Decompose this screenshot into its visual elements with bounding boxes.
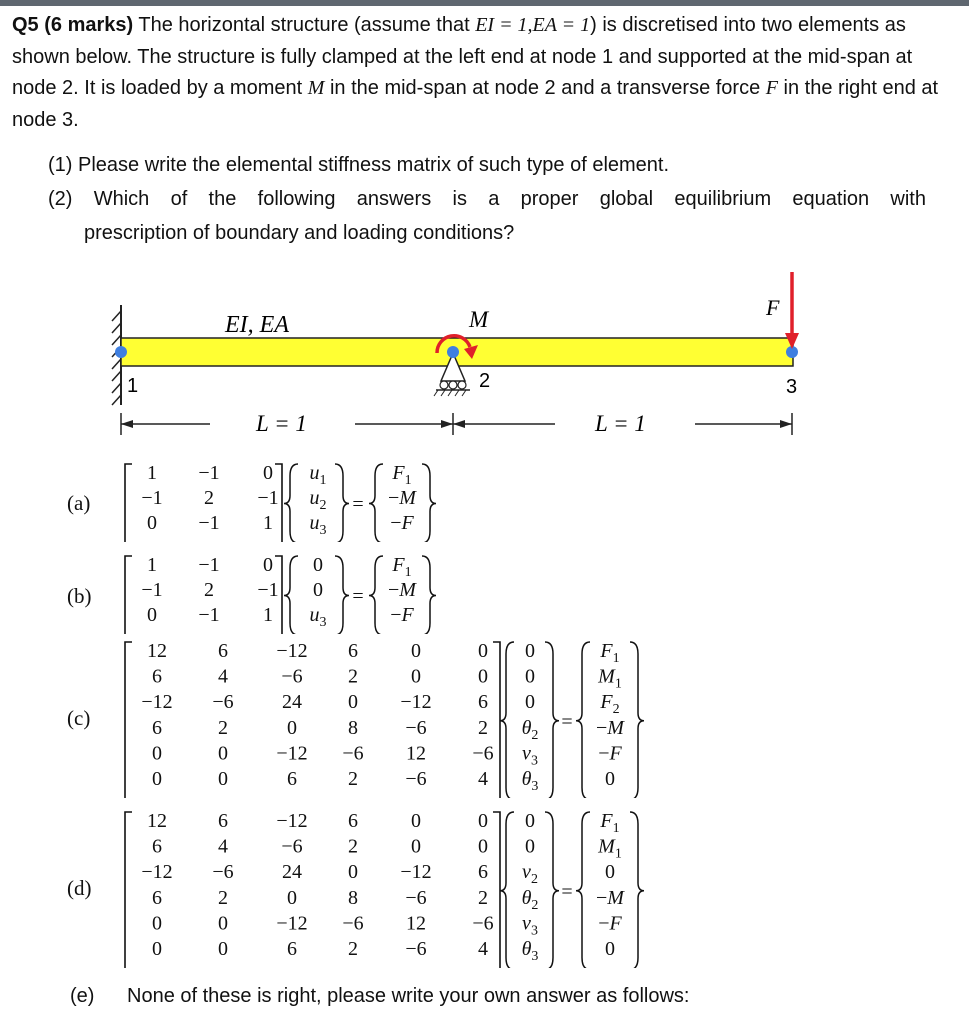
matrix-entry: 0	[478, 665, 488, 688]
matrix-entry: 0	[478, 810, 488, 832]
sub-question-1: (1) Please write the elemental stiffness matrix of such type of element.	[48, 154, 670, 176]
question-text	[12, 10, 957, 136]
load-entry: −M	[596, 886, 624, 909]
load-entry: 0	[605, 938, 615, 960]
matrix-entry: 2	[348, 835, 358, 858]
matrix-entry: −12	[400, 861, 432, 884]
matrix-entry: −6	[472, 742, 494, 765]
matrix-entry: 0	[152, 742, 162, 765]
matrix-entry: 0	[411, 810, 421, 832]
question-intro-2: ) is discretised into two elements as shown below. The structure is fully clamped at the left end at node 1 and supported at the mid-span at node 2. It is loaded by a moment	[12, 14, 913, 99]
matrix-entry: 1	[147, 462, 157, 484]
unknowns-left-brace	[284, 556, 298, 634]
node-1-dot	[115, 346, 127, 358]
loads-right-brace	[630, 642, 644, 798]
question-label: Q5 (6 marks)	[12, 14, 134, 36]
load-entry: 0	[605, 768, 615, 790]
moment-label: M	[469, 307, 489, 332]
equals-sign: =	[352, 585, 364, 608]
matrix-entry: 0	[478, 640, 488, 662]
matrix-entry: 2	[478, 886, 488, 909]
unknown-entry: $\theta_3$	[521, 768, 539, 794]
option-c-equation[interactable]	[0, 638, 969, 798]
matrix-entry: 0	[411, 665, 421, 688]
load-entry: $F_1$	[600, 810, 620, 836]
matrix-entry: −12	[276, 912, 308, 935]
matrix-right-bracket	[493, 812, 500, 968]
matrix-entry: 6	[348, 640, 358, 662]
matrix-entry: 12	[147, 640, 167, 662]
unknowns-right-brace	[335, 556, 349, 634]
matrix-entry: 24	[282, 861, 302, 884]
matrix-entry: 0	[218, 742, 228, 765]
matrix-entry: 1	[263, 512, 273, 534]
load-entry: $F_1$	[600, 640, 620, 666]
matrix-entry: 0	[147, 604, 157, 626]
matrix-entry: −12	[400, 691, 432, 714]
load-entry: −M	[388, 579, 416, 601]
option-d-equation[interactable]	[0, 808, 969, 968]
equals-sign: =	[561, 880, 573, 903]
unknown-entry: 0	[525, 691, 535, 714]
matrix-entry: 4	[218, 835, 228, 858]
length-right-label: L = 1	[595, 411, 646, 436]
length-left-label: L = 1	[256, 411, 307, 436]
force-label: F	[766, 295, 780, 320]
matrix-entry: −6	[212, 691, 234, 714]
load-entry: −F	[390, 604, 414, 626]
matrix-entry: −6	[342, 912, 364, 935]
unknown-entry: $\theta_2$	[521, 886, 539, 913]
matrix-entry: −6	[281, 835, 303, 858]
unknown-entry: $\theta_3$	[521, 938, 539, 964]
unknown-entry: $u_2$	[309, 487, 327, 513]
unknown-entry: 0	[313, 579, 323, 601]
matrix-entry: 8	[348, 886, 358, 909]
load-entry: −M	[388, 487, 416, 509]
matrix-entry: 0	[152, 912, 162, 935]
matrix-entry: −1	[257, 579, 279, 601]
matrix-entry: 2	[204, 487, 214, 509]
load-entry: $F_1$	[392, 554, 412, 580]
matrix-entry: −6	[281, 665, 303, 688]
unknown-entry: 0	[525, 810, 535, 832]
matrix-entry: 6	[348, 810, 358, 832]
unknown-entry: 0	[525, 665, 535, 688]
matrix-left-bracket	[125, 642, 132, 798]
loads-left-brace	[369, 556, 383, 634]
unknown-entry: $v_2$	[522, 861, 538, 888]
load-entry: −M	[596, 716, 624, 739]
equals-sign: =	[352, 493, 364, 516]
loads-left-brace	[576, 642, 590, 798]
matrix-entry: 0	[478, 835, 488, 858]
option-a-equation[interactable]	[0, 460, 969, 542]
unknowns-right-brace	[335, 464, 349, 542]
matrix-entry: −6	[212, 861, 234, 884]
node-2-dot	[447, 346, 459, 358]
unknowns-right-brace	[545, 642, 559, 798]
structure-diagram	[0, 265, 969, 465]
matrix-entry: 0	[152, 938, 162, 960]
unknown-entry: $v_3$	[522, 912, 538, 939]
matrix-entry: 4	[478, 768, 488, 790]
loads-left-brace	[576, 812, 590, 968]
unknown-entry: $u_3$	[309, 604, 327, 630]
matrix-entry: −6	[405, 716, 427, 739]
matrix-entry: 2	[218, 886, 228, 909]
unknowns-left-brace	[500, 812, 514, 968]
matrix-entry: 4	[478, 938, 488, 960]
moment-symbol: M	[307, 77, 325, 99]
matrix-entry: 0	[263, 554, 273, 576]
matrix-entry: 6	[152, 886, 162, 909]
matrix-entry: 0	[263, 462, 273, 484]
matrix-left-bracket	[125, 556, 132, 634]
matrix-entry: 6	[218, 810, 228, 832]
matrix-entry: −12	[276, 742, 308, 765]
equals-sign: =	[561, 710, 573, 733]
matrix-entry: −1	[198, 512, 220, 534]
matrix-entry: −12	[141, 861, 173, 884]
matrix-entry: 0	[348, 861, 358, 884]
ei-ea-equation: EI = 1,EA = 1	[475, 14, 591, 36]
matrix-entry: 2	[478, 716, 488, 739]
matrix-entry: 0	[147, 512, 157, 534]
property-label: EI, EA	[225, 312, 289, 338]
matrix-entry: 24	[282, 691, 302, 714]
sub-question-2-line1: (2) Which of the following answers is a proper global equilibrium equation with	[48, 188, 926, 210]
matrix-entry: 6	[478, 691, 488, 714]
matrix-entry: 1	[263, 604, 273, 626]
option-d-label[interactable]: (d)	[67, 876, 92, 900]
force-arrow	[785, 272, 799, 349]
option-b-equation[interactable]	[0, 552, 969, 634]
loads-right-brace	[422, 464, 436, 542]
question-intro-3: in the mid-span at node 2 and a transverse force	[324, 77, 766, 99]
matrix-entry: 12	[406, 742, 426, 765]
node-2-label: 2	[479, 370, 491, 392]
unknown-entry: $v_3$	[522, 742, 538, 769]
sub-question-2-line2: prescription of boundary and loading conditions?	[84, 222, 515, 244]
matrix-entry: 0	[411, 835, 421, 858]
loads-right-brace	[422, 556, 436, 634]
matrix-left-bracket	[125, 464, 132, 542]
force-symbol: F	[765, 77, 778, 99]
option-c-label[interactable]: (c)	[67, 706, 91, 730]
unknown-entry: 0	[525, 835, 535, 858]
load-entry: −F	[390, 512, 414, 534]
unknown-entry: 0	[525, 640, 535, 662]
matrix-left-bracket	[125, 812, 132, 968]
matrix-entry: −1	[198, 554, 220, 576]
matrix-right-bracket	[493, 642, 500, 798]
matrix-entry: 0	[348, 691, 358, 714]
matrix-entry: −6	[405, 886, 427, 909]
matrix-entry: 12	[406, 912, 426, 935]
node-3-label: 3	[786, 376, 798, 398]
matrix-entry: 0	[218, 938, 228, 960]
matrix-entry: 8	[348, 716, 358, 739]
load-entry: $M_1$	[598, 665, 622, 692]
unknowns-right-brace	[545, 812, 559, 968]
option-e-label[interactable]: (e)	[70, 985, 95, 1007]
matrix-entry: −1	[141, 579, 163, 601]
matrix-entry: 0	[218, 912, 228, 935]
node-1-label: 1	[127, 375, 139, 397]
matrix-entry: 6	[152, 835, 162, 858]
matrix-entry: −1	[257, 487, 279, 509]
matrix-entry: 2	[348, 768, 358, 790]
load-entry: 0	[605, 861, 615, 884]
matrix-entry: 6	[218, 640, 228, 662]
unknown-entry: $u_3$	[309, 512, 327, 538]
unknown-entry: $u_1$	[309, 462, 327, 488]
matrix-entry: −12	[276, 810, 308, 832]
matrix-entry: 0	[411, 640, 421, 662]
matrix-entry: 6	[152, 665, 162, 688]
unknown-entry: 0	[313, 554, 323, 576]
option-e-text: None of these is right, please write your own answer as follows:	[127, 985, 690, 1007]
unknowns-left-brace	[284, 464, 298, 542]
unknown-entry: $\theta_2$	[521, 716, 539, 743]
matrix-entry: 0	[287, 716, 297, 739]
matrix-entry: 0	[218, 768, 228, 790]
loads-right-brace	[630, 812, 644, 968]
matrix-entry: −6	[405, 768, 427, 790]
matrix-entry: −6	[405, 938, 427, 960]
matrix-entry: −12	[276, 640, 308, 662]
matrix-entry: 1	[147, 554, 157, 576]
matrix-entry: 0	[152, 768, 162, 790]
matrix-entry: 2	[204, 579, 214, 601]
load-entry: $F_1$	[392, 462, 412, 488]
matrix-entry: −6	[472, 912, 494, 935]
matrix-entry: −6	[342, 742, 364, 765]
matrix-entry: 6	[287, 768, 297, 790]
option-b-label[interactable]: (b)	[67, 584, 92, 608]
matrix-entry: −1	[198, 462, 220, 484]
matrix-entry: 2	[348, 665, 358, 688]
matrix-entry: 4	[218, 665, 228, 688]
matrix-entry: −1	[141, 487, 163, 509]
question-intro-4: in the right end at node 3.	[12, 77, 939, 131]
unknowns-left-brace	[500, 642, 514, 798]
matrix-entry: 6	[152, 716, 162, 739]
matrix-entry: −12	[141, 691, 173, 714]
matrix-entry: 12	[147, 810, 167, 832]
load-entry: $F_2$	[600, 691, 620, 718]
option-a-label[interactable]: (a)	[67, 491, 91, 515]
top-border	[0, 0, 969, 6]
question-intro-1: The horizontal structure (assume that	[133, 14, 476, 36]
load-entry: −F	[598, 742, 622, 765]
load-entry: −F	[598, 912, 622, 935]
load-entry: $M_1$	[598, 835, 622, 862]
matrix-entry: 0	[287, 886, 297, 909]
matrix-entry: 2	[218, 716, 228, 739]
matrix-entry: 6	[287, 938, 297, 960]
matrix-entry: 2	[348, 938, 358, 960]
clamp-hatching	[112, 311, 121, 405]
matrix-entry: 6	[478, 861, 488, 884]
matrix-entry: −1	[198, 604, 220, 626]
loads-left-brace	[369, 464, 383, 542]
